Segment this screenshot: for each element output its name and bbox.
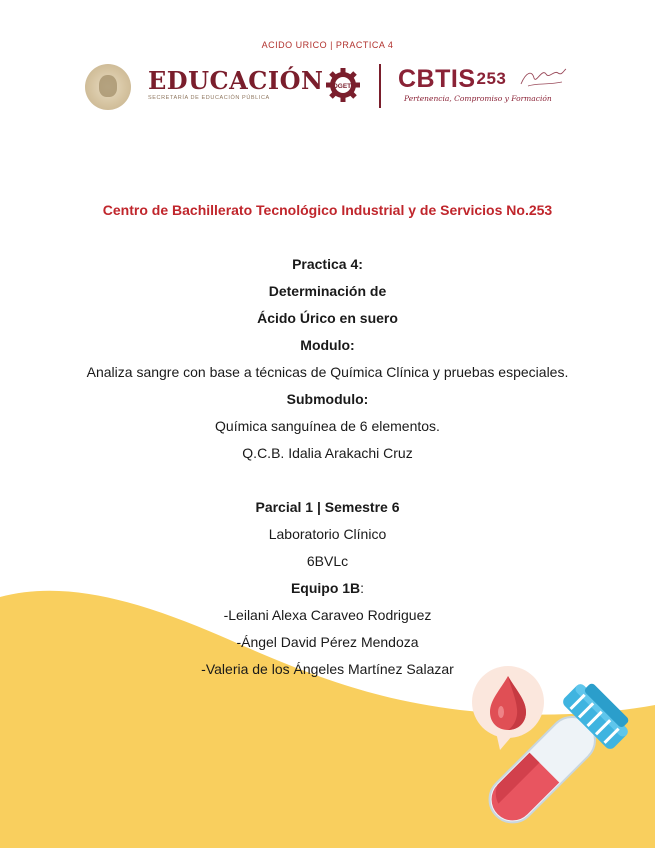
institution-name: Centro de Bachillerato Tecnológico Industrial y de Servicios No.253 — [102, 202, 553, 218]
test-tube-icon — [470, 672, 640, 842]
practice-title-line-1: Determinación de — [268, 283, 387, 299]
practice-label: Practica 4: — [292, 256, 363, 272]
team-member: -Ángel David Pérez Mendoza — [236, 634, 419, 650]
cbtis-logo-title: CBTIS — [398, 65, 476, 93]
module-label: Modulo: — [300, 337, 355, 353]
cbtis-logo-slogan: Pertenencia, Compromiso y Formación — [404, 94, 552, 103]
team-colon: : — [360, 580, 365, 596]
practice-title-line-2: Ácido Úrico en suero — [257, 310, 398, 326]
education-logo — [148, 68, 323, 101]
team-member: -Leilani Alexa Caraveo Rodriguez — [223, 607, 432, 623]
submodule-value: Química sanguínea de 6 elementos. — [215, 418, 440, 434]
team-label: Equipo 1B — [290, 580, 361, 596]
team-member: -Valeria de los Ángeles Martínez Salazar — [201, 661, 454, 677]
module-value: Analiza sangre con base a técnicas de Química Clínica y pruebas especiales. — [86, 364, 569, 380]
group-code: 6BVLc — [306, 553, 349, 569]
submodule-label: Submodulo: — [286, 391, 369, 407]
logo-divider — [379, 64, 381, 108]
team-heading — [0, 579, 655, 597]
hidalgo-signature-icon — [518, 64, 568, 90]
national-seal-icon — [85, 64, 131, 110]
logo-bar — [80, 62, 580, 114]
education-logo-subtitle: SECRETARÍA DE EDUCACIÓN PÚBLICA — [148, 95, 270, 101]
running-header: ACIDO URICO | PRACTICA 4 — [261, 40, 394, 50]
partial-semester: Parcial 1 | Semestre 6 — [255, 499, 400, 515]
lab-name: Laboratorio Clínico — [268, 526, 387, 542]
gear-emblem-icon — [325, 67, 361, 103]
dgeti-logo-text: DGETI — [333, 83, 353, 90]
cbtis-logo-number: 253 — [476, 69, 507, 88]
education-logo-title: EDUCACIÓN — [148, 66, 324, 95]
teacher-name: Q.C.B. Idalia Arakachi Cruz — [242, 445, 413, 461]
